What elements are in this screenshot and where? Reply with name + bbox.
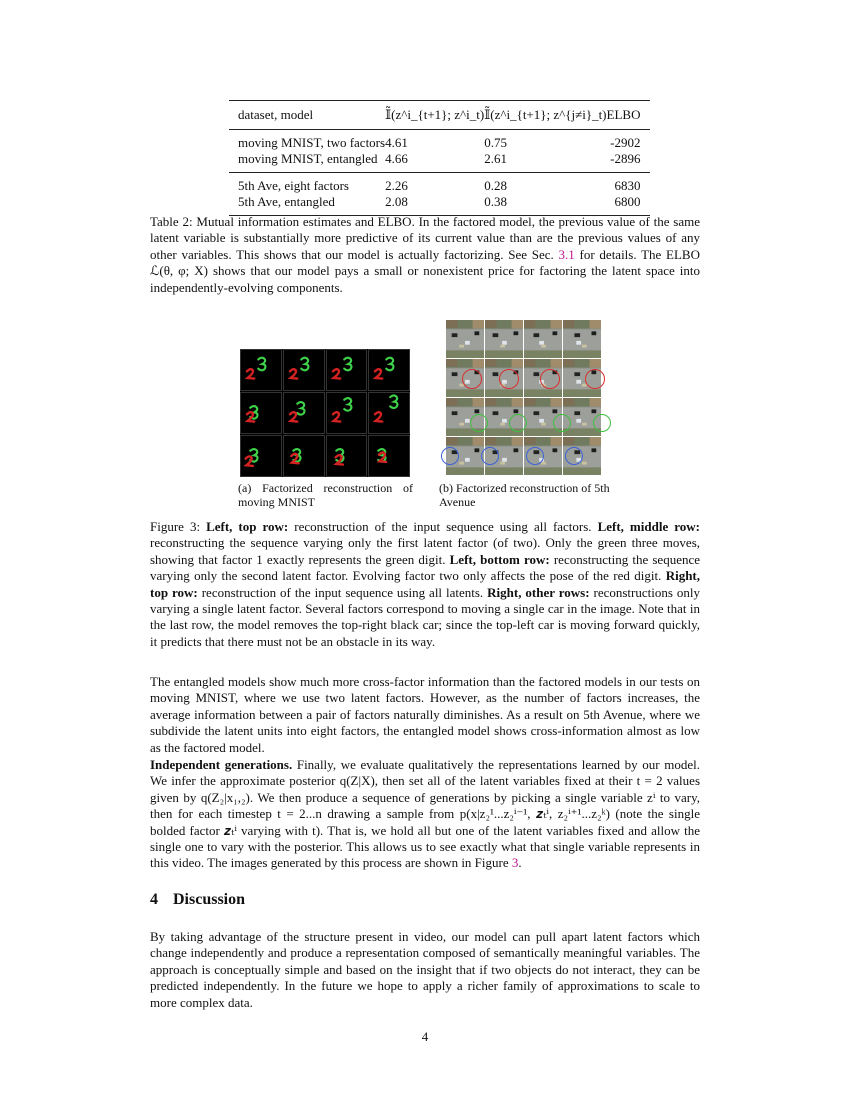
caption-bold: Left, bottom row: <box>449 551 550 567</box>
mnist-frame <box>240 392 282 434</box>
street-frame <box>563 320 601 358</box>
col-header-elbo: ELBO <box>606 107 641 122</box>
mnist-frame <box>283 349 325 391</box>
mnist-frame <box>326 392 368 434</box>
caption-label: Figure 3: <box>150 519 207 534</box>
table-cell: -2902 <box>610 135 641 150</box>
table-cell: 2.08 <box>385 194 408 209</box>
paragraph-heading: Independent generations. <box>150 757 293 772</box>
section-title: Discussion <box>173 891 246 908</box>
highlight-ring <box>565 447 583 465</box>
mnist-frame <box>283 435 325 477</box>
table-cell: 4.61 <box>385 135 408 150</box>
table-cell: 0.28 <box>484 178 507 193</box>
street-frame <box>485 320 523 358</box>
table-cell: moving MNIST, two factors <box>238 135 386 150</box>
highlight-ring <box>509 414 527 432</box>
section-number: 4 <box>150 891 158 908</box>
page-number: 4 <box>421 1029 429 1044</box>
mnist-reconstruction-grid <box>240 349 410 477</box>
col-header-mi-same: 𝕀̃(z^i_{t+1}; z^i_t) <box>385 107 485 122</box>
section-heading <box>150 891 245 909</box>
highlight-ring <box>499 369 519 389</box>
caption-text: reconstructions only varying a single latent factor. Several factors correspond to moving a single car in the image. Note that in the last row, the model removes the top-right black car; since the top-left car is moving forward quickly, it predicts that there must not be an obstacle in its way. <box>150 584 700 649</box>
mnist-frame <box>368 435 410 477</box>
table-caption <box>150 214 700 296</box>
mnist-frame <box>368 349 410 391</box>
caption-text: reconstructing the sequence varying only the second latent factor. Evolving factor two only affects the pose of the red digit. <box>150 551 700 584</box>
table-cell: 2.61 <box>484 151 507 166</box>
section-ref-link[interactable]: 3.1 <box>558 246 575 262</box>
table-cell: 5th Ave, entangled <box>238 194 335 209</box>
mnist-frame <box>368 392 410 434</box>
col-header-dataset: dataset, model <box>238 107 314 122</box>
caption-bold: Left, middle row: <box>597 519 700 534</box>
highlight-ring <box>540 369 560 389</box>
caption-bold: Right, top row: <box>150 568 700 600</box>
caption-text: reconstruction of the input sequence using all latents. <box>197 584 488 600</box>
street-frame <box>446 320 484 358</box>
table-row <box>229 173 650 195</box>
table-cell: -2896 <box>610 151 641 166</box>
table-row <box>229 194 650 216</box>
highlight-ring <box>481 447 499 465</box>
figure-ref-link[interactable]: 3 <box>511 855 519 871</box>
table-row <box>229 130 650 152</box>
subcaption-b: (b) Factorized reconstruction of 5th Avenue <box>439 481 610 509</box>
paragraph-text: Finally, we evaluate qualitatively the representations learned by our model. We infer the approximate posterior q(Z|X), then set all of the latent variables fixed at their t = 2 values given by q(Z₂|x₁,₂). We then produce a sequence of generations by picking a single variable zⁱ to vary, then for each timestep t = 2...n drawing a sample from p(x|z₂¹...z₂ⁱ⁻¹, 𝒛ₜⁱ, z₂ⁱ⁺¹...z₂ᵏ) (note the single bolded factor 𝒛ₜⁱ varying with t). That is, we hold all but one of the latent variables fixed and allow the single one to vary with the posterior. This allows us to see exactly what that single variable represents in this video. The images generated by this process are shown in Figure <box>150 757 700 871</box>
subcaption-a: (a) Factorized reconstruction of moving MNIST <box>238 481 413 509</box>
highlight-ring <box>585 369 605 389</box>
independent-generations-paragraph <box>150 757 700 872</box>
table-cell: 6830 <box>614 178 641 193</box>
caption-bold: Right, other rows: <box>487 584 590 600</box>
figure-caption <box>150 519 700 650</box>
table-cell: 5th Ave, eight factors <box>238 178 349 193</box>
table-cell: 0.38 <box>484 194 507 209</box>
table-caption-text: Table 2: Mutual information estimates and ELBO. In the factored model, the previous value of the same latent variable is substantially more predictive of its current value than are the previous values of any other variables. This shows that our model is actually factorizing. See Sec. <box>150 214 700 262</box>
highlight-ring <box>526 447 544 465</box>
caption-text: reconstruction of the input sequence using all factors. <box>288 519 598 534</box>
discussion-paragraph: By taking advantage of the structure present in video, our model can pull apart latent factors which change independently and produce a representation composed of semantically meaningful variables. The approach is conceptually simple and based on the insight that if two objects do not interact, they can be predicted independently. In the future we hope to apply a richer family of approximations to scale to more complex data. <box>150 929 700 1010</box>
mnist-frame <box>240 349 282 391</box>
mnist-frame <box>326 349 368 391</box>
caption-bold: Left, top row: <box>206 519 289 534</box>
highlight-ring <box>553 414 571 432</box>
body-paragraph: The entangled models show much more cross-factor information than the factored models in our tests on moving MNIST, where we use two latent factors. However, as the number of factors increases, the average information between a pair of factors naturally diminishes. As a result on 5th Avenue, where we subdivide the latent units into eight factors, the entangled model shows cross-information almost as low as the factored model. <box>150 674 700 755</box>
table-cell: 0.75 <box>484 135 507 150</box>
mnist-frame <box>240 435 282 477</box>
highlight-ring <box>462 369 482 389</box>
caption-text: reconstructing the sequence varying only the first latent factor (of two). Only the green three moves, showing that factor 1 exactly represents the green digit. <box>150 535 700 567</box>
table-cell: 2.26 <box>385 178 408 193</box>
table-cell: 4.66 <box>385 151 408 166</box>
paragraph-text-end: . <box>518 855 522 871</box>
mnist-frame <box>326 435 368 477</box>
table-cell: 6800 <box>614 194 641 209</box>
table-caption-text-2: for details. The ELBO ℒ(θ, φ; X) shows that our model pays a small or nonexistent price for factoring the latent space into independently-evolving components. <box>150 246 700 295</box>
highlight-ring <box>593 414 611 432</box>
table-row <box>229 151 650 173</box>
street-frame <box>524 320 562 358</box>
results-table <box>229 100 650 216</box>
highlight-ring <box>441 447 459 465</box>
col-header-mi-cross: 𝕀̃(z^i_{t+1}; z^{j≠i}_t) <box>484 107 607 122</box>
mnist-frame <box>283 392 325 434</box>
highlight-ring <box>470 414 488 432</box>
table-cell: moving MNIST, entangled <box>238 151 378 166</box>
table-header-row <box>229 101 650 130</box>
